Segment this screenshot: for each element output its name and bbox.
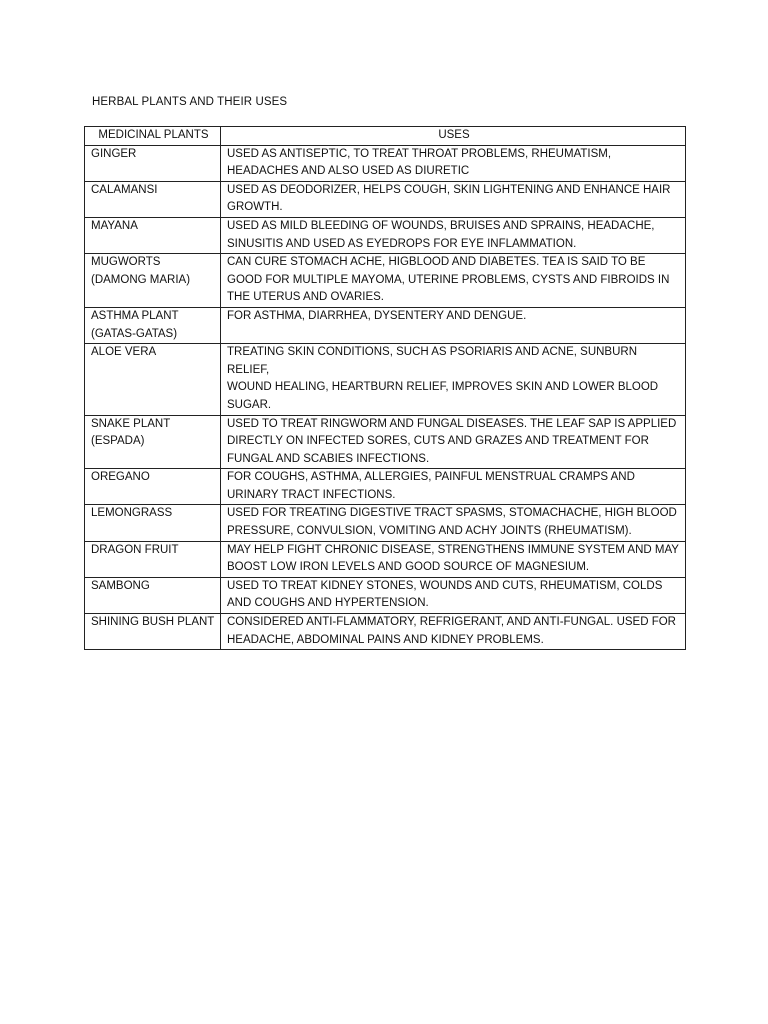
plant-name-cell: OREGANO (85, 469, 221, 505)
plant-name-cell: ALOE VERA (85, 344, 221, 415)
plant-uses-cell: USED FOR TREATING DIGESTIVE TRACT SPASMS, STOMACHACHE, HIGH BLOOD PRESSURE, CONVULSION, VOMITING AND ACHY JOINTS (RHEUMATISM). (221, 505, 686, 541)
table-row (85, 217, 686, 253)
herbal-plants-table (84, 126, 686, 650)
table-header-row (85, 127, 686, 146)
plant-uses-cell: USED TO TREAT KIDNEY STONES, WOUNDS AND CUTS, RHEUMATISM, COLDS AND COUGHS AND HYPERTENSION. (221, 577, 686, 613)
plant-name-cell: DRAGON FRUIT (85, 541, 221, 577)
table-row (85, 541, 686, 577)
table-row (85, 577, 686, 613)
plant-uses-cell: FOR COUGHS, ASTHMA, ALLERGIES, PAINFUL MENSTRUAL CRAMPS AND URINARY TRACT INFECTIONS. (221, 469, 686, 505)
plant-uses-cell: FOR ASTHMA, DIARRHEA, DYSENTERY AND DENGUE. (221, 307, 686, 343)
table-row (85, 614, 686, 650)
plant-name-cell: MUGWORTS (DAMONG MARIA) (85, 254, 221, 308)
plant-uses-cell: USED AS ANTISEPTIC, TO TREAT THROAT PROBLEMS, RHEUMATISM, HEADACHES AND ALSO USED AS DIURETIC (221, 145, 686, 181)
table-row (85, 145, 686, 181)
plant-name-cell: CALAMANSI (85, 181, 221, 217)
plant-name-cell: ASTHMA PLANT (GATAS-GATAS) (85, 307, 221, 343)
plant-name-cell: SAMBONG (85, 577, 221, 613)
document-title: HERBAL PLANTS AND THEIR USES (92, 96, 288, 108)
plant-uses-cell: CONSIDERED ANTI-FLAMMATORY, REFRIGERANT, AND ANTI-FUNGAL. USED FOR HEADACHE, ABDOMINAL PAINS AND KIDNEY PROBLEMS. (221, 614, 686, 650)
plant-uses-cell: USED AS MILD BLEEDING OF WOUNDS, BRUISES AND SPRAINS, HEADACHE, SINUSITIS AND USED AS EYEDROPS FOR EYE INFLAMMATION. (221, 217, 686, 253)
plant-name-cell: MAYANA (85, 217, 221, 253)
plant-uses-cell: MAY HELP FIGHT CHRONIC DISEASE, STRENGTHENS IMMUNE SYSTEM AND MAY BOOST LOW IRON LEVELS AND GOOD SOURCE OF MAGNESIUM. (221, 541, 686, 577)
plant-uses-cell: USED TO TREAT RINGWORM AND FUNGAL DISEASES. THE LEAF SAP IS APPLIED DIRECTLY ON INFECTED SORES, CUTS AND GRAZES AND TREATMENT FOR FUNGAL AND SCABIES INFECTIONS. (221, 415, 686, 469)
table-row (85, 181, 686, 217)
plant-name-cell: SNAKE PLANT (ESPADA) (85, 415, 221, 469)
plant-uses-cell: USED AS DEODORIZER, HELPS COUGH, SKIN LIGHTENING AND ENHANCE HAIR GROWTH. (221, 181, 686, 217)
table-row (85, 254, 686, 308)
plant-name-cell: LEMONGRASS (85, 505, 221, 541)
plant-name-cell: SHINING BUSH PLANT (85, 614, 221, 650)
table-row (85, 344, 686, 415)
table-row (85, 469, 686, 505)
header-uses: USES (221, 127, 686, 146)
plant-name-cell: GINGER (85, 145, 221, 181)
table-row (85, 307, 686, 343)
plant-uses-cell: CAN CURE STOMACH ACHE, HIGBLOOD AND DIABETES. TEA IS SAID TO BE GOOD FOR MULTIPLE MAYOMA, UTERINE PROBLEMS, CYSTS AND FIBROIDS IN THE UTERUS AND OVARIES. (221, 254, 686, 308)
header-medicinal-plants: MEDICINAL PLANTS (85, 127, 221, 146)
plant-uses-cell: TREATING SKIN CONDITIONS, SUCH AS PSORIARIS AND ACNE, SUNBURN RELIEF, WOUND HEALING, HEARTBURN RELIEF, IMPROVES SKIN AND LOWER BLOOD SUGAR. (221, 344, 686, 415)
table-row (85, 505, 686, 541)
table-row (85, 415, 686, 469)
